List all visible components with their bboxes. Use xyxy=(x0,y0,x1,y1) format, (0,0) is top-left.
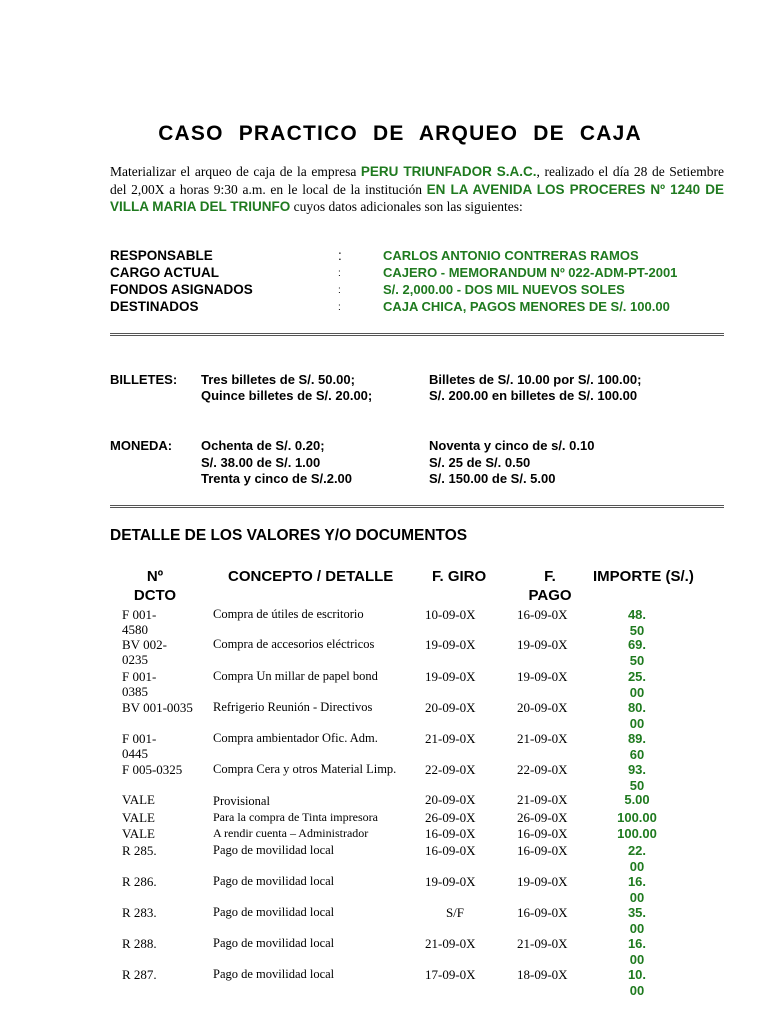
billetes-label: BILLETES: xyxy=(110,372,178,387)
importe-line-2: 50 xyxy=(629,623,645,638)
fecha-giro: 21-09-0X xyxy=(425,731,476,746)
importe xyxy=(596,967,678,999)
header-concept: CONCEPTO / DETALLE xyxy=(228,568,394,585)
importe-line-1: 25. xyxy=(627,669,647,684)
importe-line-1: 80. xyxy=(627,700,647,715)
fecha-giro: 16-09-0X xyxy=(425,843,476,858)
concept: Para la compra de Tinta impresora xyxy=(213,810,378,824)
importe-line-1: 89. xyxy=(627,731,647,746)
importe-line-2: 00 xyxy=(629,890,645,905)
info-colon: : xyxy=(338,302,341,313)
fecha-giro: 10-09-0X xyxy=(425,607,476,622)
doc-number: R 287. xyxy=(122,967,157,982)
concept: Compra Cera y otros Material Limp. xyxy=(213,762,397,776)
doc-number: R 286. xyxy=(122,874,157,889)
importe xyxy=(596,826,678,842)
info-colon: : xyxy=(338,268,341,279)
importe-line-2: 50 xyxy=(629,653,645,668)
doc-number: F 005-0325 xyxy=(122,762,183,777)
moneda-left-1: Ochenta de S/. 0.20; xyxy=(201,438,325,453)
concept: Compra ambientador Ofic. Adm. xyxy=(213,731,378,745)
info-label: FONDOS ASIGNADOS xyxy=(110,282,253,297)
fecha-pago: 16-09-0X xyxy=(517,843,568,858)
importe-line-1: 100.00 xyxy=(617,826,657,841)
company-name: PERU TRIUNFADOR S.A.C. xyxy=(360,164,537,179)
fecha-pago: 21-09-0X xyxy=(517,731,568,746)
concept: Compra Un millar de papel bond xyxy=(213,669,378,683)
importe-line-2: 00 xyxy=(629,716,645,731)
importe xyxy=(596,607,678,639)
document-title: CASO PRACTICO DE ARQUEO DE CAJA xyxy=(158,122,642,145)
info-value: CAJERO - MEMORANDUM Nº 022-ADM-PT-2001 xyxy=(383,265,678,280)
doc-number: R 285. xyxy=(122,843,157,858)
header-importe: IMPORTE (S/.) xyxy=(593,568,694,585)
fecha-giro: 20-09-0X xyxy=(425,792,476,807)
divider xyxy=(110,333,724,336)
doc-number: VALE xyxy=(122,826,155,841)
importe-line-1: 16. xyxy=(627,874,647,889)
fecha-pago: 26-09-0X xyxy=(517,810,568,825)
importe-line-1: 93. xyxy=(627,762,647,777)
importe-line-1: 35. xyxy=(627,905,647,920)
doc-number: BV 001-0035 xyxy=(122,700,193,715)
doc-number: VALE xyxy=(122,792,155,807)
doc-number: F 001- 0445 xyxy=(122,731,157,761)
fecha-giro: 20-09-0X xyxy=(425,700,476,715)
concept: Pago de movilidad local xyxy=(213,874,335,888)
importe-line-1: 69. xyxy=(627,637,647,652)
doc-number: R 283. xyxy=(122,905,157,920)
info-row-fondos xyxy=(110,282,710,299)
fecha-giro: 19-09-0X xyxy=(425,637,476,652)
importe-line-2: 00 xyxy=(629,921,645,936)
moneda-right-3: S/. 150.00 de S/. 5.00 xyxy=(429,471,556,486)
importe xyxy=(596,810,678,826)
importe-line-1: 16. xyxy=(627,936,647,951)
importe xyxy=(596,762,678,794)
concept: Compra de útiles de escritorio xyxy=(213,607,364,621)
divider xyxy=(110,505,724,508)
concept: Provisional xyxy=(213,794,270,808)
billetes-right-1: Billetes de S/. 10.00 por S/. 100.00; xyxy=(429,372,642,387)
importe-line-1: 22. xyxy=(627,843,647,858)
fecha-giro: S/F xyxy=(445,905,465,920)
importe-line-2: 00 xyxy=(629,685,645,700)
fecha-pago: 21-09-0X xyxy=(517,936,568,951)
fecha-giro: 16-09-0X xyxy=(425,826,476,841)
importe-line-2: 60 xyxy=(629,747,645,762)
doc-number: VALE xyxy=(122,810,155,825)
concept: A rendir cuenta – Administrador xyxy=(213,826,369,840)
info-colon: : xyxy=(338,285,341,296)
info-colon: : xyxy=(338,248,342,263)
fecha-pago: 18-09-0X xyxy=(517,967,568,982)
header-pago: F. PAGO xyxy=(528,568,572,604)
moneda-left-2: S/. 38.00 de S/. 1.00 xyxy=(201,455,321,470)
fecha-giro: 19-09-0X xyxy=(425,874,476,889)
fecha-pago: 20-09-0X xyxy=(517,700,568,715)
fecha-pago: 19-09-0X xyxy=(517,874,568,889)
fecha-pago: 19-09-0X xyxy=(517,669,568,684)
billetes-left-2: Quince billetes de S/. 20.00; xyxy=(201,388,373,403)
moneda-right-2: S/. 25 de S/. 0.50 xyxy=(429,455,531,470)
header-doc: Nº DCTO xyxy=(133,568,177,604)
doc-number: R 288. xyxy=(122,936,157,951)
fecha-pago: 16-09-0X xyxy=(517,905,568,920)
concept: Refrigerio Reunión - Directivos xyxy=(213,700,373,714)
doc-number: F 001- 4580 xyxy=(122,607,157,637)
intro-text-2: , realizado el día 28 de Setiembre del 2,00X a horas 9:30 a.m. en le local de la institución xyxy=(110,164,724,197)
concept: Pago de movilidad local xyxy=(213,843,335,857)
concept: Pago de movilidad local xyxy=(213,905,335,919)
fecha-pago: 21-09-0X xyxy=(517,792,568,807)
billetes-right-2: S/. 200.00 en billetes de S/. 100.00 xyxy=(429,388,638,403)
fecha-pago: 19-09-0X xyxy=(517,637,568,652)
info-label: DESTINADOS xyxy=(110,299,199,314)
importe-line-1: 48. xyxy=(627,607,647,622)
fecha-pago: 22-09-0X xyxy=(517,762,568,777)
importe xyxy=(596,905,678,937)
info-value: CAJA CHICA, PAGOS MENORES DE S/. 100.00 xyxy=(383,299,670,314)
fecha-giro: 26-09-0X xyxy=(425,810,476,825)
detail-title: DETALLE DE LOS VALORES Y/O DOCUMENTOS xyxy=(110,527,468,544)
fecha-giro: 19-09-0X xyxy=(425,669,476,684)
info-row-destinados xyxy=(110,299,710,316)
fecha-giro: 22-09-0X xyxy=(425,762,476,777)
info-value: CARLOS ANTONIO CONTRERAS RAMOS xyxy=(383,248,639,263)
info-row-responsable xyxy=(110,248,710,265)
info-label: RESPONSABLE xyxy=(110,248,213,263)
intro-text-1: Materializar el arqueo de caja de la empresa xyxy=(110,164,361,179)
info-value: S/. 2,000.00 - DOS MIL NUEVOS SOLES xyxy=(383,282,625,297)
importe-line-1: 5.00 xyxy=(624,792,650,807)
importe-line-2: 00 xyxy=(629,983,645,998)
concept: Pago de movilidad local xyxy=(213,936,335,950)
importe xyxy=(596,731,678,763)
importe xyxy=(596,792,678,808)
importe-line-2: 00 xyxy=(629,859,645,874)
concept: Compra de accesorios eléctricos xyxy=(213,637,375,651)
importe xyxy=(596,874,678,906)
info-row-cargo xyxy=(110,265,710,282)
moneda-label: MONEDA: xyxy=(110,438,173,453)
fecha-giro: 21-09-0X xyxy=(425,936,476,951)
importe-line-2: 50 xyxy=(629,778,645,793)
intro-paragraph xyxy=(110,163,724,216)
doc-number: F 001- 0385 xyxy=(122,669,157,699)
importe xyxy=(596,936,678,968)
intro-text-3: cuyos datos adicionales son las siguientes: xyxy=(290,199,523,214)
address: EN LA AVENIDA LOS PROCERES Nº 1240 DE VILLA MARIA DEL TRIUNFO xyxy=(110,181,724,214)
info-label: CARGO ACTUAL xyxy=(110,265,219,280)
importe xyxy=(596,637,678,669)
importe-line-1: 100.00 xyxy=(617,810,657,825)
importe-line-2: 00 xyxy=(629,952,645,967)
moneda-left-3: Trenta y cinco de S/.2.00 xyxy=(201,471,353,486)
billetes-left-1: Tres billetes de S/. 50.00; xyxy=(201,372,355,387)
fecha-giro: 17-09-0X xyxy=(425,967,476,982)
header-giro: F. GIRO xyxy=(432,568,487,585)
importe xyxy=(596,700,678,732)
fecha-pago: 16-09-0X xyxy=(517,607,568,622)
importe xyxy=(596,843,678,875)
moneda-right-1: Noventa y cinco de s/. 0.10 xyxy=(429,438,595,453)
importe xyxy=(596,669,678,701)
importe-line-1: 10. xyxy=(627,967,647,982)
concept: Pago de movilidad local xyxy=(213,967,335,981)
doc-number: BV 002- 0235 xyxy=(122,637,167,667)
fecha-pago: 16-09-0X xyxy=(517,826,568,841)
